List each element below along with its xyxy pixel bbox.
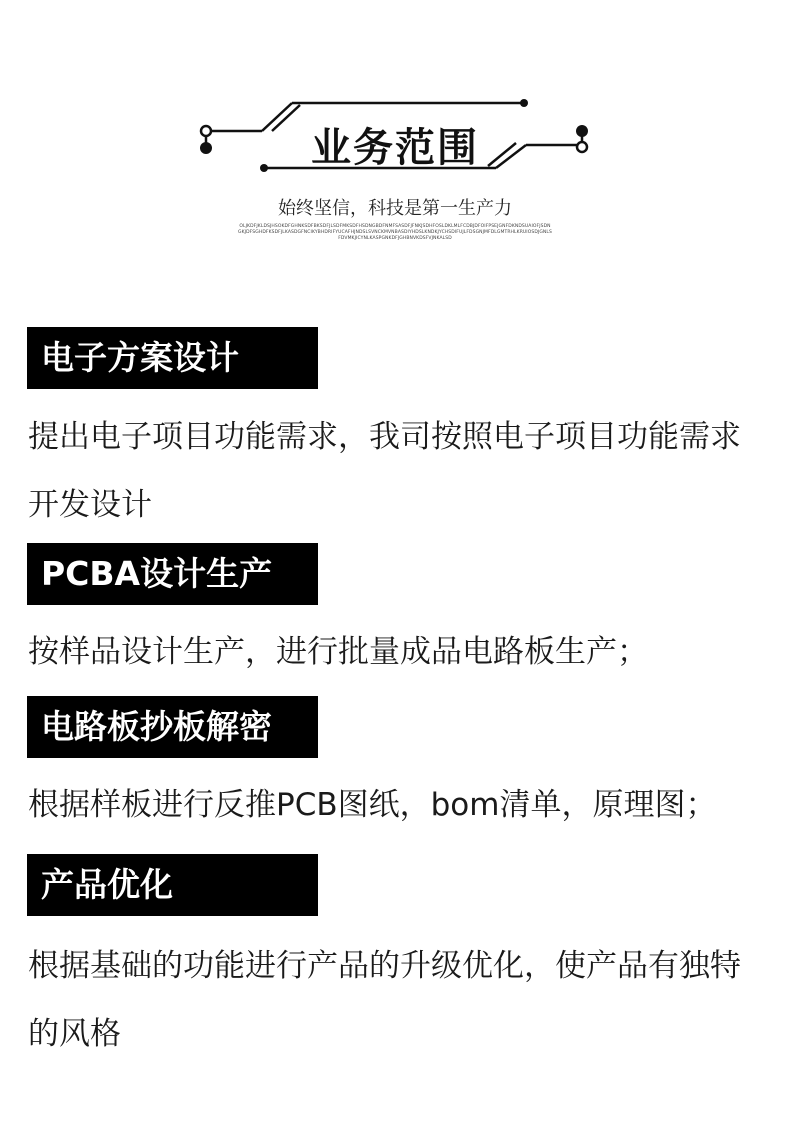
section-body-pcba: 按样品设计生产，进行批量成品电路板生产； [28,634,648,670]
section-label-product-optimization: 产品优化 [27,854,318,916]
section-body-board-clone: 根据样板进行反推PCB图纸，bom清单，原理图； [28,787,717,823]
section-body-product-optimization: 根据基础的功能进行产品的升级优化，使产品有独特的风格 [28,948,741,1052]
section-label-pcba: PCBA设计生产 [27,543,318,605]
section-label-board-clone: 电路板抄板解密 [27,696,318,758]
section-label-electronic-design: 电子方案设计 [27,327,318,389]
decorative-fine-print: OLJKDFJKLDSJHSOKDFGHNKSDFBKSDFJLSDFMKSDFHSDNGBDFNMFSASDFJFNKJSDHFOSLDKLMLFCDBJDFOIFPSEJGNFDKNDSUAIOFJSDNGKJDFSGHDFKSDFJLKASDGFNCIKYBHDRIFYUCAFHJNDSLSVNCKMVNBASDIYHDSLKNDKJYCHSDIFUJLFDSGNJMFDLGMTRHLKRUIOSDJGNLSFDVMKJICYNLKASPGNKDFJGHBNVKDSFVJNKALSD [238,224,552,241]
header-banner [0,0,790,260]
page-subtitle: 始终坚信，科技是第一生产力 [278,198,512,219]
page-title: 业务范围 [311,125,479,171]
section-body-electronic-design: 提出电子项目功能需求，我司按照电子项目功能需求开发设计 [28,419,741,523]
